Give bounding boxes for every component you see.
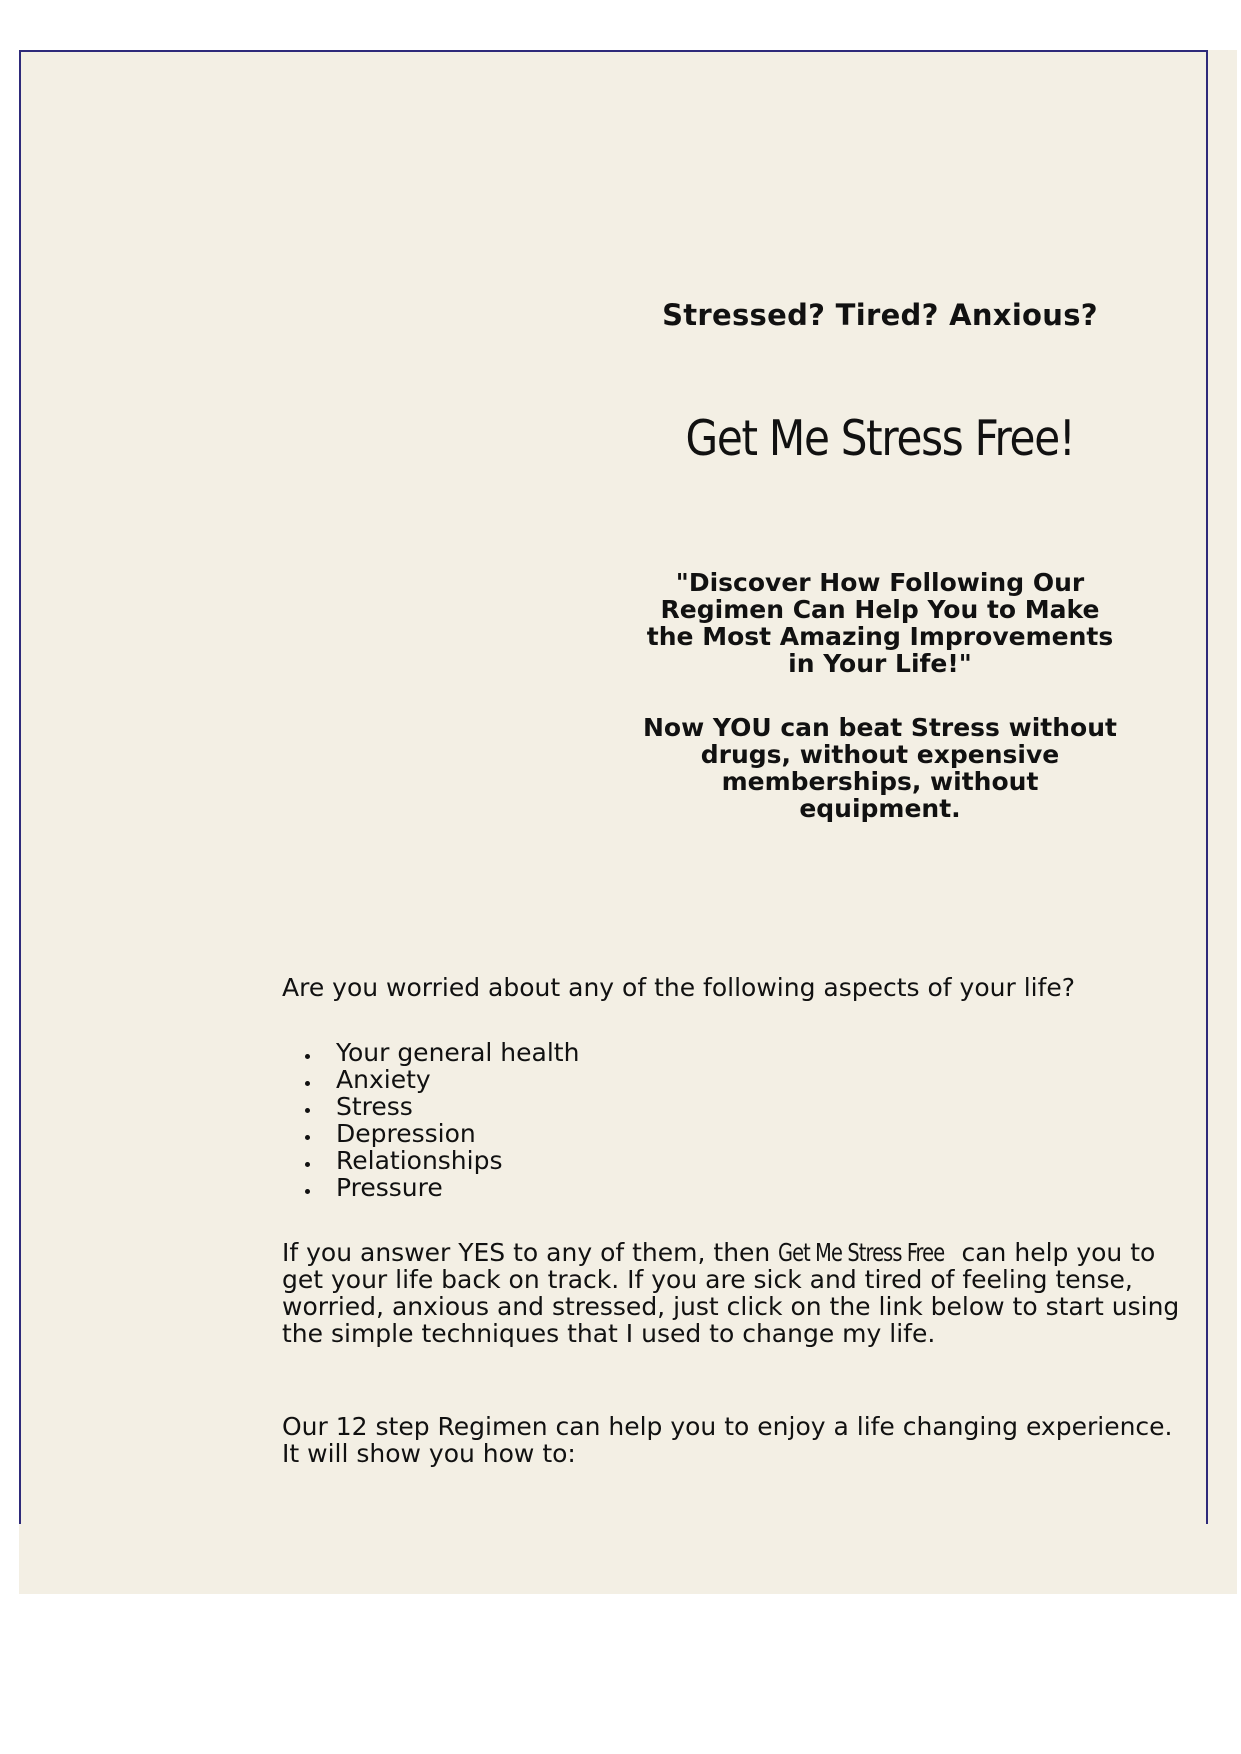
list-item: Your general health — [282, 1039, 579, 1066]
list-item: Depression — [282, 1120, 579, 1147]
aspects-list — [282, 1039, 579, 1201]
hero-promise: Now YOU can beat Stress without drugs, without expensive memberships, without equipment. — [643, 713, 1117, 823]
answer-rest: can help you to get your life back on track. If you are sick and tired of feeling tense, worried, anxious and stressed, just click on the link below to start using the simple techniques that I used to change my life. — [282, 1238, 1180, 1348]
regimen-paragraph: Our 12 step Regimen can help you to enjoy a life changing experience. It will show you how to: — [282, 1412, 1173, 1468]
list-item: Stress — [282, 1093, 579, 1120]
list-item: Pressure — [282, 1174, 579, 1201]
hero-quote: "Discover How Following Our Regimen Can Help You to Make the Most Amazing Improvements in Your Life!" — [646, 568, 1114, 678]
hero-tagline: Stressed? Tired? Anxious? — [662, 298, 1098, 332]
inline-brand-name: Get Me Stress Free — [778, 1238, 945, 1267]
list-item: Anxiety — [282, 1066, 579, 1093]
answer-lead: If you answer YES to any of them, then — [282, 1238, 779, 1267]
worry-question: Are you worried about any of the following aspects of your life? — [282, 973, 1076, 1002]
answer-paragraph — [282, 1239, 1182, 1347]
list-item: Relationships — [282, 1147, 579, 1174]
brand-title: Get Me Stress Free! — [685, 410, 1075, 467]
